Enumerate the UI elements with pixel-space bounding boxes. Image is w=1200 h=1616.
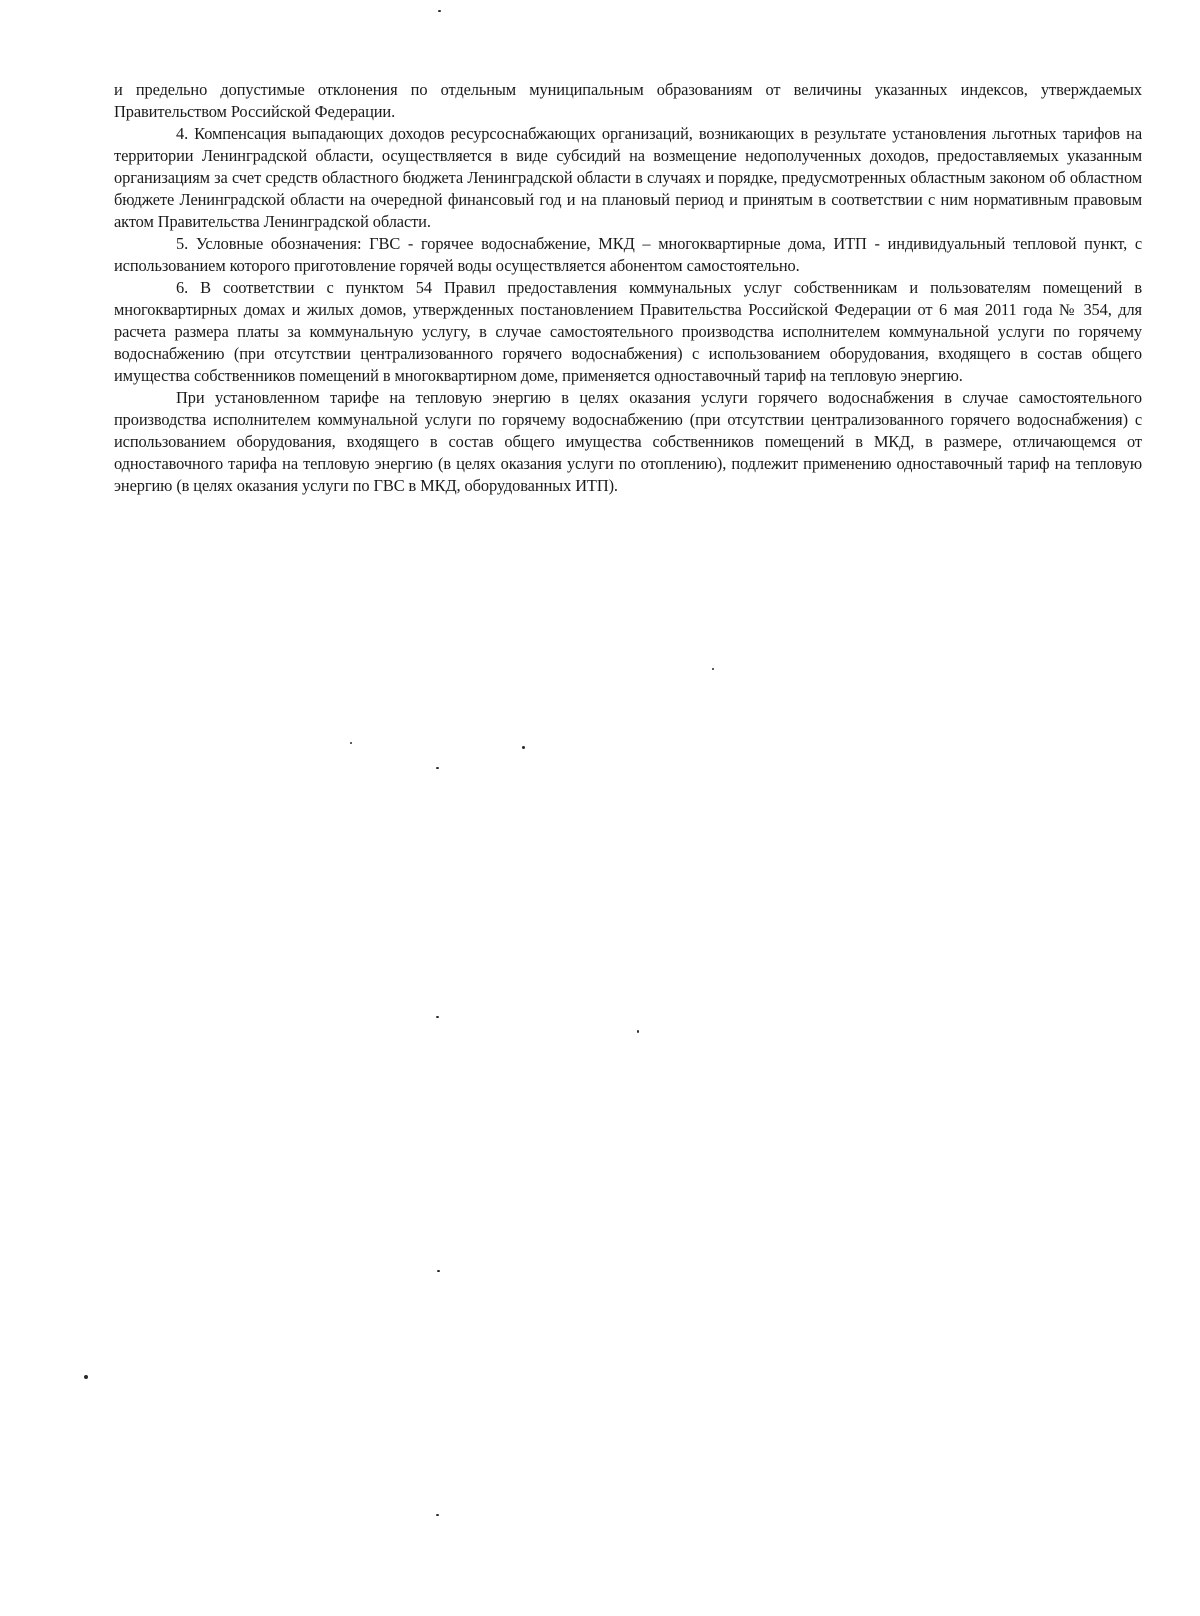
- scan-speck: [350, 742, 352, 744]
- paragraph-item-6: 6. В соответствии с пунктом 54 Правил предоставления коммунальных услуг собственникам и пользователям помещений в многоквартирных домах и жилых домов, утвержденных постановлением Правительства Российской Федерации от 6 мая 2011 года № 354, для расчета размера платы за коммунальную услугу, в случае самостоятельного производства исполнителем коммунальной услуги по горячему водоснабжению (при отсутствии централизованного горячего водоснабжения) с использованием оборудования, входящего в состав общего имущества собственников помещений в многоквартирном доме, применяется одноставочный тариф на тепловую энергию.: [114, 278, 1142, 385]
- document-body: [114, 79, 1142, 497]
- scan-speck: [436, 1016, 439, 1018]
- scan-speck: [712, 668, 714, 670]
- scan-speck: [437, 1270, 440, 1272]
- scan-speck: [84, 1375, 88, 1379]
- scan-speck: [436, 767, 439, 769]
- scan-speck: [436, 1514, 439, 1516]
- scan-speck: [522, 746, 525, 749]
- paragraph-item-4: 4. Компенсация выпадающих доходов ресурсоснабжающих организаций, возникающих в результате установления льготных тарифов на территории Ленинградской области, осуществляется в виде субсидий на возмещение недополученных доходов, предоставляемых указанным организациям за счет средств областного бюджета Ленинградской области в случаях и порядке, предусмотренных областным законом об областном бюджете Ленинградской области на очередной финансовый год и на плановый период и принятым в соответствии с ним нормативным правовым актом Правительства Ленинградской области.: [114, 124, 1142, 231]
- paragraph-item-5: 5. Условные обозначения: ГВС - горячее водоснабжение, МКД – многоквартирные дома, ИТП - индивидуальный тепловой пункт, с использованием которого приготовление горячей воды осуществляется абонентом самостоятельно.: [114, 234, 1142, 275]
- scan-speck: [637, 1030, 639, 1033]
- scan-speck: [438, 10, 441, 12]
- paragraph-continuation: и предельно допустимые отклонения по отдельным муниципальным образованиям от величины указанных индексов, утверждаемых Правительством Российской Федерации.: [114, 80, 1142, 121]
- paragraph-tariff-note: При установленном тарифе на тепловую энергию в целях оказания услуги горячего водоснабжения в случае самостоятельного производства исполнителем коммунальной услуги по горячему водоснабжению (при отсутствии централизованного горячего водоснабжения) с использованием оборудования, входящего в состав общего имущества собственников помещений в МКД, в размере, отличающемся от одноставочного тарифа на тепловую энергию (в целях оказания услуги по отоплению), подлежит применению одноставочный тариф на тепловую энергию (в целях оказания услуги по ГВС в МКД, оборудованных ИТП).: [114, 388, 1142, 495]
